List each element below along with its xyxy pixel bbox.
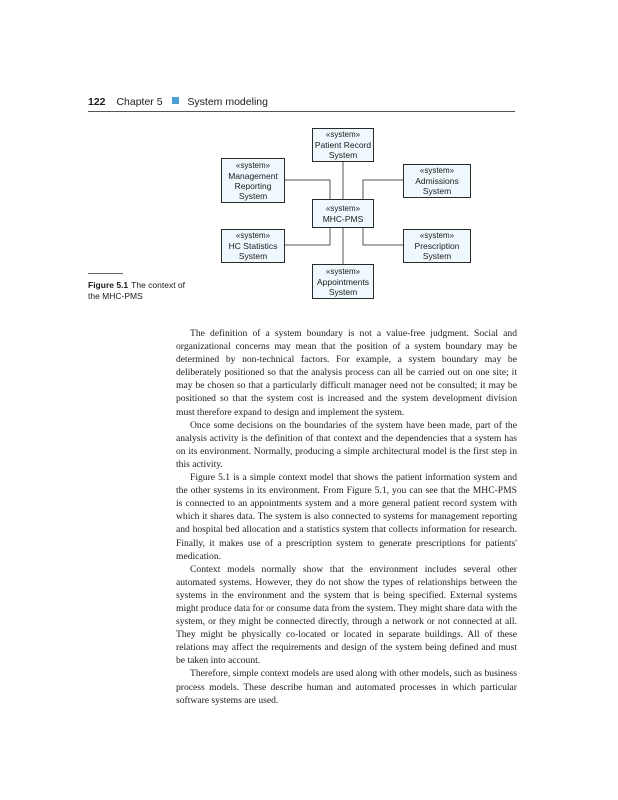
box-patient-record-system bbox=[312, 128, 374, 162]
page-number: 122 bbox=[88, 96, 106, 108]
paragraph: Therefore, simple context models are used along with other models, such as business process models. These describe human and automated processes in which particular software systems are used. bbox=[176, 668, 517, 706]
system-name: Patient Record System bbox=[314, 140, 372, 160]
body-text bbox=[176, 327, 517, 707]
system-name: MHC-PMS bbox=[322, 213, 364, 224]
figure-caption bbox=[88, 280, 198, 301]
system-name: Admissions System bbox=[415, 176, 459, 196]
figure-label: Figure 5.1 bbox=[88, 280, 129, 290]
stereotype-label: «system» bbox=[235, 160, 271, 170]
box-admissions-system bbox=[403, 164, 471, 198]
system-name: Appointments System bbox=[317, 276, 369, 297]
box-hc-statistics-system bbox=[221, 229, 285, 263]
stereotype-label: «system» bbox=[325, 266, 361, 276]
paragraph: The definition of a system boundary is not a value-free judgment. Social and organizational concerns may mean that the position of a system boundary may be determined by non-technical factors. For example, a system boundary may be deliberately positioned so that the analysis process can all be carried out on one site; it may be chosen so that a particularly difficult manager need not be consulted; it may be positioned so that the system cost is increased and the system development division must therefore expand to design and implement the system. bbox=[176, 328, 517, 418]
caption-rule bbox=[88, 273, 123, 274]
paragraph: Context models normally show that the environment includes several other automated systems. However, they do not show the types of relationships between the systems in the environment and the system that is being specified. External systems might produce data for or consume data from the system. They might share data with the system, or they might be connected directly, through a network or not connected at all. They might be physically co-located or located in separate buildings. All of these relations may affect the requirements and design of the system being defined and must be taken into account. bbox=[176, 563, 517, 667]
box-appointments-system bbox=[312, 264, 374, 299]
figure-caption-text: The context of the MHC-PMS bbox=[88, 280, 186, 301]
connector-prescription bbox=[363, 228, 403, 245]
system-name: HC Statistics System bbox=[228, 241, 278, 261]
connector-admissions bbox=[363, 180, 403, 199]
box-mhc-pms bbox=[312, 199, 374, 228]
stereotype-label: «system» bbox=[325, 130, 361, 139]
paragraph: Figure 5.1 is a simple context model that shows the patient information system and the other systems in its environment. From Figure 5.1, you can see that the MHC-PMS is connected to an appointments system and a more general patient record system with which it shares data. The system is also connected to systems for management reporting and hospital bed allocation and a statistics system that collects information for research. Finally, it makes use of a prescription system to generate prescriptions for patients' medication. bbox=[176, 472, 517, 562]
stereotype-label: «system» bbox=[419, 166, 455, 175]
chapter-label: Chapter 5 bbox=[116, 96, 163, 108]
box-management-reporting-system bbox=[221, 158, 285, 203]
connector-management-reporting bbox=[285, 180, 330, 199]
system-name: Prescription System bbox=[414, 241, 460, 261]
paragraph: Once some decisions on the boundaries of the system have been made, part of the analysis activity is the definition of that context and the dependencies that a system has on its environment. Normally, producing a simple architectural model is the first step in this activity. bbox=[176, 419, 517, 470]
system-name: Management Reporting System bbox=[228, 170, 278, 201]
section-title: System modeling bbox=[187, 96, 268, 108]
stereotype-label: «system» bbox=[325, 203, 361, 213]
stereotype-label: «system» bbox=[235, 231, 271, 240]
connector-hc-statistics bbox=[285, 228, 330, 245]
box-prescription-system bbox=[403, 229, 471, 263]
stereotype-label: «system» bbox=[419, 231, 455, 240]
